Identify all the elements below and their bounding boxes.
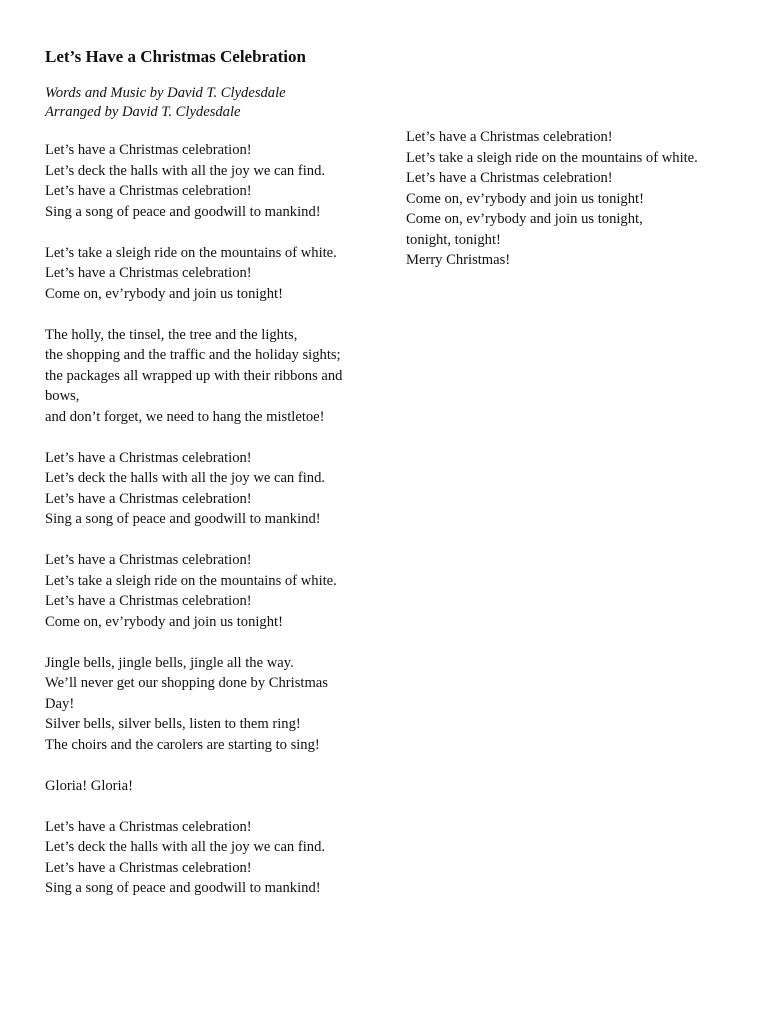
lyrics-stanza — [45, 653, 360, 756]
lyric-line: The choirs and the carolers are starting to sing! — [45, 736, 320, 753]
lyric-line: Merry Christmas! — [406, 252, 511, 268]
lyric-line: Day! — [45, 695, 75, 712]
lyric-line: Let’s have a Christmas celebration! — [45, 449, 252, 466]
lyric-line: and don’t forget, we need to hang the mistletoe! — [45, 408, 325, 425]
lyric-line: Silver bells, silver bells, listen to them ring! — [45, 716, 301, 732]
lyric-line: Let’s have a Christmas celebration! — [45, 490, 252, 507]
words-music-credit: Words and Music by David T. Clydesdale — [45, 85, 286, 101]
lyric-line: Let’s take a sleigh ride on the mountains of white. — [45, 572, 337, 589]
lyric-line: Let’s have a Christmas celebration! — [45, 142, 252, 158]
lyric-line: Let’s deck the halls with all the joy we can find. — [45, 839, 326, 855]
lyric-line: The holly, the tinsel, the tree and the lights, — [45, 326, 298, 343]
lyrics-stanza — [45, 243, 360, 305]
lyrics-stanza — [406, 127, 746, 271]
lyrics-right-column — [406, 127, 746, 291]
lyric-line: Let’s deck the halls with all the joy we can find. — [45, 470, 326, 486]
lyric-line: bows, — [45, 388, 80, 404]
lyric-line: tonight, tonight! — [406, 231, 501, 248]
lyric-line: Let’s have a Christmas celebration! — [406, 129, 613, 145]
lyrics-stanza — [45, 550, 360, 632]
song-title: Let’s Have a Christmas Celebration — [45, 47, 306, 66]
lyric-line: Sing a song of peace and goodwill to mankind! — [45, 880, 321, 896]
lyric-line: Sing a song of peace and goodwill to mankind! — [45, 203, 321, 220]
lyric-line: Come on, ev’rybody and join us tonight! — [406, 190, 644, 207]
lyric-line: Come on, ev’rybody and join us tonight! — [45, 613, 283, 630]
lyric-line: Gloria! Gloria! — [45, 777, 133, 794]
song-credits — [45, 84, 286, 122]
lyric-line: Let’s deck the halls with all the joy we can find. — [45, 162, 326, 179]
lyrics-stanza — [45, 776, 360, 797]
lyric-line: Let’s have a Christmas celebration! — [45, 859, 252, 876]
lyric-line: Let’s have a Christmas celebration! — [45, 265, 252, 281]
lyrics-stanza — [45, 817, 360, 899]
lyric-line: Let’s take a sleigh ride on the mountains of white. — [45, 244, 337, 261]
lyric-line: Jingle bells, jingle bells, jingle all the way. — [45, 654, 294, 671]
lyric-line: Come on, ev’rybody and join us tonight! — [45, 285, 283, 302]
lyrics-stanza — [45, 325, 360, 428]
lyrics-stanza — [45, 448, 360, 530]
lyric-line: Let’s have a Christmas celebration! — [45, 593, 252, 609]
lyric-line: We’ll never get our shopping done by Christmas — [45, 675, 328, 691]
lyric-line: Come on, ev’rybody and join us tonight, — [406, 211, 643, 227]
lyric-line: Let’s take a sleigh ride on the mountains of white. — [406, 149, 698, 166]
lyric-line: Sing a song of peace and goodwill to mankind! — [45, 511, 321, 527]
lyric-line: Let’s have a Christmas celebration! — [45, 552, 252, 568]
lyric-line: Let’s have a Christmas celebration! — [406, 170, 613, 186]
lyrics-left-column — [45, 140, 360, 919]
arrangement-credit: Arranged by David T. Clydesdale — [45, 104, 241, 120]
lyric-line: the shopping and the traffic and the holiday sights; — [45, 347, 341, 363]
lyric-line: Let’s have a Christmas celebration! — [45, 183, 252, 199]
lyric-line: the packages all wrapped up with their ribbons and — [45, 367, 343, 384]
lyric-line: Let’s have a Christmas celebration! — [45, 818, 252, 835]
lyrics-stanza — [45, 140, 360, 222]
